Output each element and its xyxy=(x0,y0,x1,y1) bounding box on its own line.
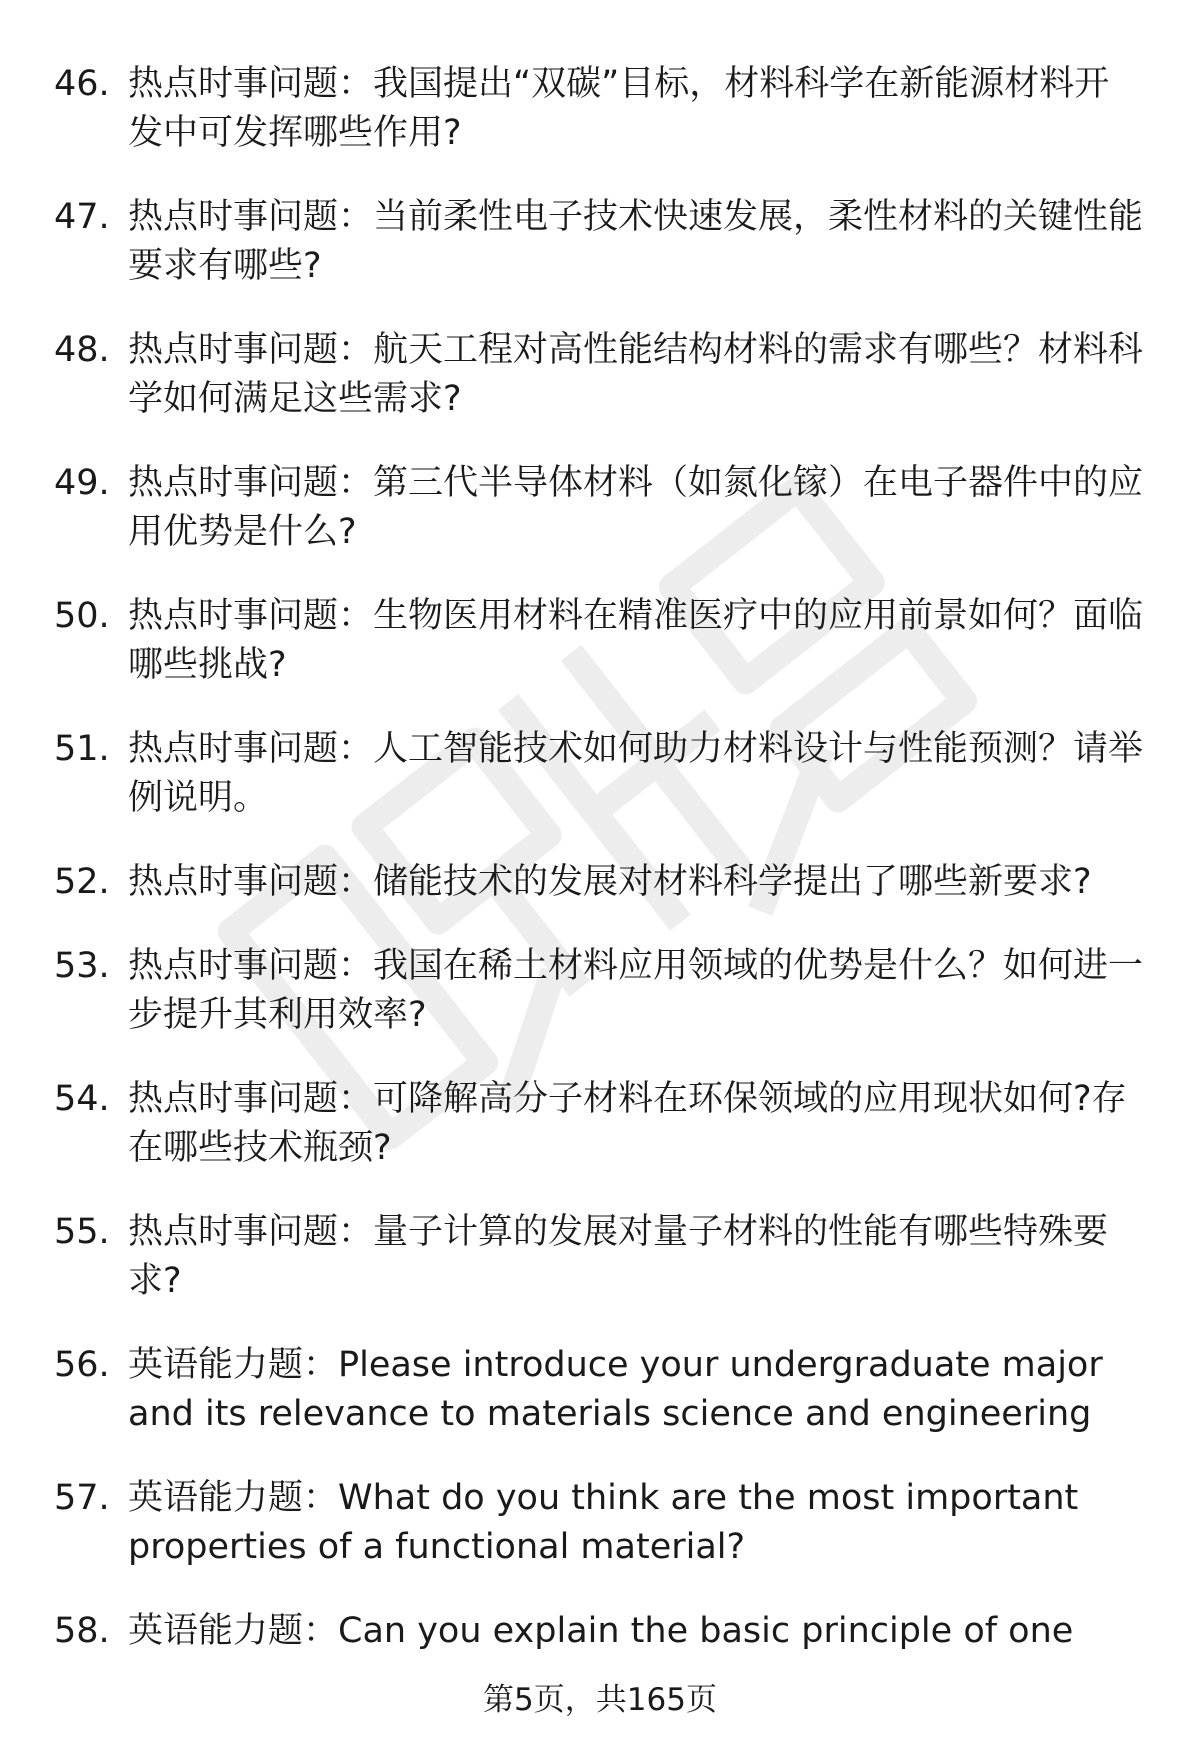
question-text: 热点时事问题：我国在稀土材料应用领域的优势是什么？如何进一步提升其利用效率? xyxy=(128,946,1144,1035)
question-number: 51. xyxy=(54,729,110,769)
question-text: 热点时事问题：量子计算的发展对量子材料的性能有哪些特殊要求? xyxy=(128,1212,1109,1301)
question-item xyxy=(54,326,1144,424)
question-number: 58. xyxy=(54,1611,110,1651)
question-number: 53. xyxy=(54,946,110,986)
question-number: 49. xyxy=(54,463,110,503)
question-item xyxy=(54,858,1144,907)
question-text: 热点时事问题：可降解高分子材料在环保领域的应用现状如何?存在哪些技术瓶颈? xyxy=(128,1079,1127,1168)
question-number: 54. xyxy=(54,1079,110,1119)
question-text: 英语能力题：What do you think are the most important properties of a functional material? xyxy=(128,1478,1079,1567)
question-text: 热点时事问题：第三代半导体材料（如氮化镓）在电子器件中的应用优势是什么? xyxy=(128,463,1144,552)
page-number-footer: 第5页，共165页 xyxy=(483,1682,717,1718)
question-item xyxy=(54,1341,1144,1439)
question-item xyxy=(54,459,1144,557)
question-text: 英语能力题：Please introduce your undergraduate major and its relevance to materials science and engineering xyxy=(128,1345,1103,1434)
question-text: 英语能力题：Can you explain the basic principle of one xyxy=(128,1611,1074,1651)
question-list xyxy=(54,60,1144,1691)
question-item xyxy=(54,60,1144,158)
question-text: 热点时事问题：生物医用材料在精准医疗中的应用前景如何？面临哪些挑战? xyxy=(128,596,1144,685)
question-text: 热点时事问题：我国提出“双碳”目标，材料科学在新能源材料开发中可发挥哪些作用? xyxy=(128,64,1110,153)
question-item xyxy=(54,942,1144,1040)
question-item xyxy=(54,592,1144,690)
question-text: 热点时事问题：人工智能技术如何助力材料设计与性能预测？请举例说明。 xyxy=(128,729,1144,818)
question-text: 热点时事问题：当前柔性电子技术快速发展，柔性材料的关键性能要求有哪些? xyxy=(128,197,1144,286)
question-text: 热点时事问题：航天工程对高性能结构材料的需求有哪些？材料科学如何满足这些需求? xyxy=(128,330,1144,419)
question-number: 46. xyxy=(54,64,110,104)
question-number: 55. xyxy=(54,1212,110,1252)
question-item xyxy=(54,1208,1144,1306)
question-number: 47. xyxy=(54,197,110,237)
question-item xyxy=(54,1607,1144,1656)
question-item xyxy=(54,725,1144,823)
question-item xyxy=(54,193,1144,291)
question-number: 50. xyxy=(54,596,110,636)
question-number: 52. xyxy=(54,862,110,902)
question-item xyxy=(54,1474,1144,1572)
question-number: 48. xyxy=(54,330,110,370)
question-text: 热点时事问题：储能技术的发展对材料科学提出了哪些新要求? xyxy=(128,862,1092,902)
question-number: 57. xyxy=(54,1478,110,1518)
question-item xyxy=(54,1075,1144,1173)
question-number: 56. xyxy=(54,1345,110,1385)
